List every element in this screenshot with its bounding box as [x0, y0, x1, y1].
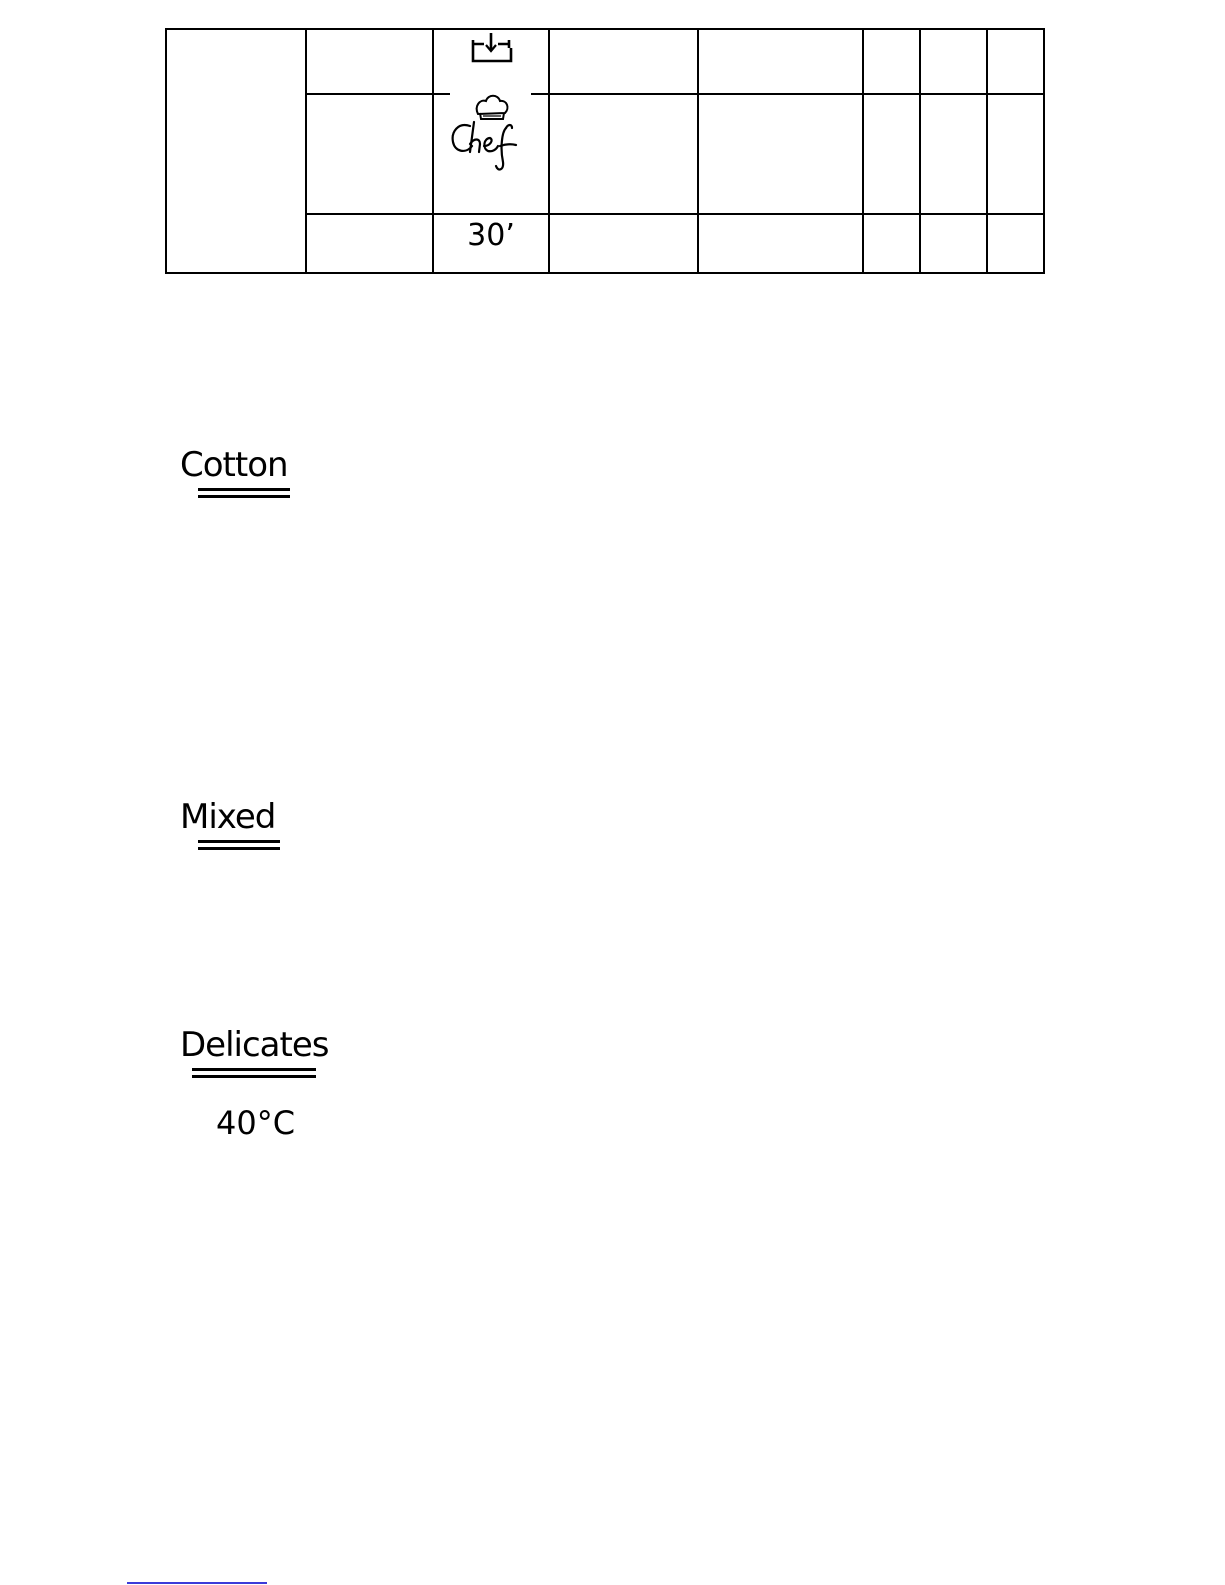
double-underline [198, 840, 280, 843]
program-delicates-title: Delicates [180, 1025, 329, 1065]
duration-30-label: 30’ [467, 218, 515, 253]
footnote-rule [127, 1582, 267, 1584]
program-delicates [180, 1025, 329, 1078]
table-border [166, 29, 1044, 273]
delicates-temperature: 40°C [216, 1104, 296, 1142]
chef-hat-icon [477, 96, 508, 119]
double-underline-2 [198, 847, 280, 850]
double-underline-2 [192, 1075, 316, 1078]
double-underline [198, 488, 290, 491]
double-underline-2 [198, 495, 290, 498]
rinse-basin-icon [473, 33, 511, 61]
program-cotton-title: Cotton [180, 445, 288, 485]
chef-logo [448, 118, 534, 174]
program-table [0, 0, 1225, 290]
double-underline [192, 1068, 316, 1071]
program-mixed-title: Mixed [180, 797, 276, 837]
program-cotton [180, 445, 290, 498]
program-mixed [180, 797, 280, 850]
